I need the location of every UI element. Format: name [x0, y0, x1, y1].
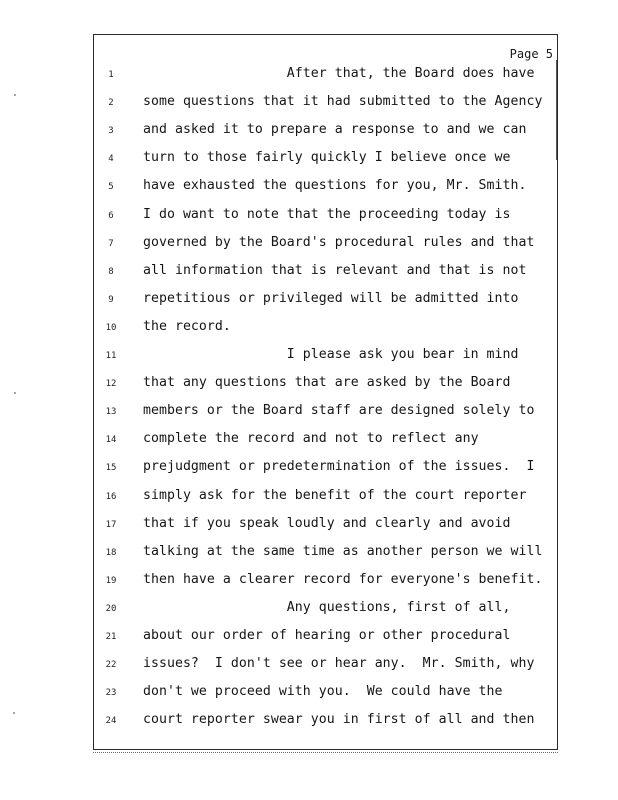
transcript-line — [0, 600, 618, 620]
line-number: 13 — [105, 407, 117, 418]
line-text: repetitious or privileged will be admitted into — [143, 290, 519, 306]
scan-speck — [14, 94, 16, 96]
line-number: 4 — [108, 154, 114, 165]
transcript-line — [0, 150, 618, 170]
line-number: 6 — [108, 210, 114, 221]
line-number: 14 — [105, 435, 117, 446]
transcript-line — [0, 544, 618, 564]
transcript-line — [0, 712, 618, 732]
line-text: and asked it to prepare a response to and we can — [143, 122, 527, 138]
transcript-line — [0, 488, 618, 508]
line-number: 12 — [105, 379, 117, 390]
line-number: 20 — [105, 603, 117, 614]
transcript-line — [0, 459, 618, 479]
transcript-line — [0, 572, 618, 592]
transcript-line — [0, 375, 618, 395]
line-number: 19 — [105, 575, 117, 586]
line-number: 7 — [108, 238, 114, 249]
line-text: talking at the same time as another person we will — [143, 543, 543, 559]
transcript-line — [0, 263, 618, 283]
transcript-line — [0, 66, 618, 86]
line-text: that any questions that are asked by the Board — [143, 375, 511, 391]
line-number: 18 — [105, 547, 117, 558]
line-text: complete the record and not to reflect any — [143, 431, 479, 447]
line-text: court reporter swear you in first of all and then — [143, 712, 535, 728]
transcript-line — [0, 291, 618, 311]
line-number: 24 — [105, 716, 117, 727]
line-text: the record. — [143, 318, 231, 334]
line-number: 9 — [108, 294, 114, 305]
line-text: all information that is relevant and that is not — [143, 262, 527, 278]
line-text: governed by the Board's procedural rules and that — [143, 234, 535, 250]
line-number: 23 — [105, 688, 117, 699]
line-number: 16 — [105, 491, 117, 502]
line-text: simply ask for the benefit of the court reporter — [143, 487, 527, 503]
line-text: prejudgment or predetermination of the issues. I — [143, 459, 535, 475]
transcript-line — [0, 684, 618, 704]
line-number: 8 — [108, 266, 114, 277]
line-text: have exhausted the questions for you, Mr. Smith. — [143, 178, 527, 194]
line-text: After that, the Board does have — [143, 66, 535, 81]
line-number: 11 — [105, 351, 117, 361]
transcript-line — [0, 403, 618, 423]
line-number: 15 — [105, 463, 117, 474]
footer-rule — [93, 752, 558, 753]
line-number: 5 — [108, 182, 114, 193]
transcript-line — [0, 628, 618, 648]
transcript-line — [0, 235, 618, 255]
transcript-line — [0, 94, 618, 114]
line-text: some questions that it had submitted to the Agency — [143, 94, 543, 110]
line-text: that if you speak loudly and clearly and avoid — [143, 515, 511, 531]
line-number: 10 — [105, 322, 117, 333]
transcript-line — [0, 319, 618, 339]
line-text: Any questions, first of all, — [143, 599, 511, 615]
line-number: 3 — [108, 126, 114, 137]
line-number: 17 — [105, 519, 117, 530]
line-text: members or the Board staff are designed solely to — [143, 403, 535, 419]
line-text: I please ask you bear in mind — [143, 347, 519, 362]
page-number: Page 5 — [509, 47, 553, 61]
transcript-line — [0, 347, 618, 367]
line-text: then have a clearer record for everyone's benefit. — [143, 571, 543, 587]
line-text: turn to those fairly quickly I believe once we — [143, 150, 511, 166]
transcript-line — [0, 207, 618, 227]
line-number: 1 — [108, 70, 114, 80]
scan-speck — [13, 712, 15, 714]
line-text: I do want to note that the proceeding today is — [143, 206, 511, 222]
transcript-line — [0, 178, 618, 198]
line-number: 21 — [105, 632, 117, 642]
line-text: issues? I don't see or hear any. Mr. Smith, why — [143, 656, 535, 672]
transcript-line — [0, 122, 618, 142]
line-number: 2 — [108, 98, 114, 109]
scan-speck — [14, 392, 16, 394]
line-text: don't we proceed with you. We could have the — [143, 684, 503, 700]
transcript-line — [0, 431, 618, 451]
line-number: 22 — [105, 660, 117, 671]
transcript-line — [0, 516, 618, 536]
transcript-line — [0, 656, 618, 676]
line-text: about our order of hearing or other procedural — [143, 628, 511, 643]
